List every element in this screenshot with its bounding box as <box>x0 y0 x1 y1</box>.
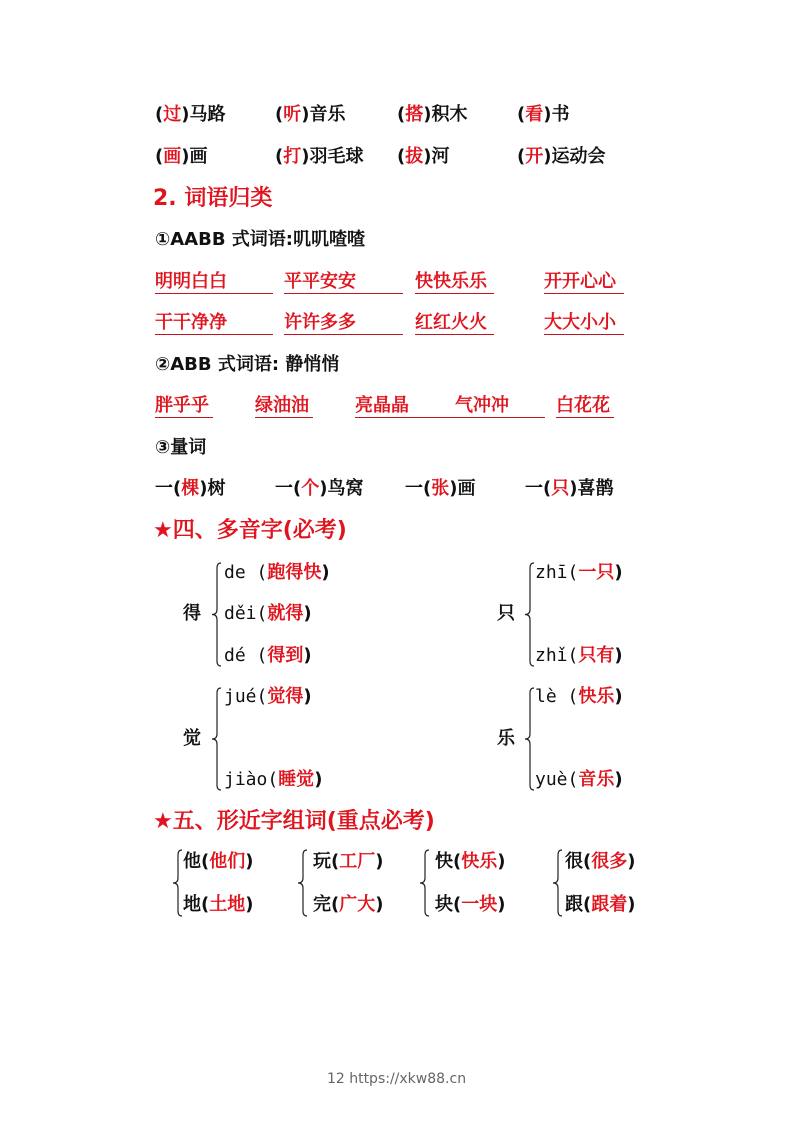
abb-word: 胖乎乎 <box>155 395 213 418</box>
similar-char-item <box>313 894 383 916</box>
pinyin: jiào( <box>224 769 279 790</box>
example-word: 得到 <box>267 645 304 666</box>
pinyin-reading <box>224 645 312 667</box>
verb-phrase-prefix: ( <box>155 146 164 167</box>
close-paren: ) <box>614 645 623 666</box>
close-paren: ) <box>245 894 254 915</box>
aabb-word: 干干净净 <box>155 312 273 335</box>
similar-char-item <box>313 851 383 873</box>
aabb-word: 大大小小 <box>544 312 624 335</box>
example-word: 快乐 <box>578 686 615 707</box>
pinyin: děi( <box>224 603 268 624</box>
open-paren: ( <box>583 851 592 872</box>
measure-label: ③量词 <box>155 437 207 458</box>
verb-phrase-answer: 画 <box>163 146 182 167</box>
verb-phrase <box>397 104 467 126</box>
close-paren: ) <box>614 769 623 790</box>
pinyin: lè ( <box>535 686 579 707</box>
verb-phrase <box>275 146 363 168</box>
brace-icon <box>211 563 223 666</box>
similar-char-item <box>565 894 635 916</box>
measure-phrase <box>155 478 225 500</box>
close-paren: ) <box>245 851 254 872</box>
similar-char: 玩 <box>313 851 331 872</box>
example-word: 他们 <box>209 851 246 872</box>
example-word: 音乐 <box>578 769 615 790</box>
example-word: 跟着 <box>591 894 628 915</box>
brace-icon <box>297 850 309 916</box>
verb-phrase-answer: 打 <box>283 146 302 167</box>
brace-icon <box>211 688 223 790</box>
measure-phrase-suffix: )喜鹊 <box>569 478 614 499</box>
similar-char: 块 <box>435 894 453 915</box>
open-paren: ( <box>583 894 592 915</box>
section2-title: 2. 词语归类 <box>153 186 273 211</box>
close-paren: ) <box>627 851 636 872</box>
close-paren: ) <box>303 686 312 707</box>
example-word: 一块 <box>461 894 498 915</box>
verb-phrase-suffix: )运动会 <box>543 146 606 167</box>
verb-phrase <box>155 104 225 126</box>
brace-icon <box>552 850 564 916</box>
pinyin: jué( <box>224 686 268 707</box>
open-paren: ( <box>331 894 340 915</box>
pinyin: zhī( <box>535 562 579 583</box>
pinyin: zhǐ( <box>535 645 579 666</box>
verb-phrase-answer: 搭 <box>405 104 424 125</box>
pinyin-reading <box>535 686 623 708</box>
measure-phrase-suffix: )鸟窝 <box>319 478 364 499</box>
close-paren: ) <box>375 894 384 915</box>
measure-phrase-prefix: 一( <box>155 478 182 499</box>
close-paren: ) <box>497 894 506 915</box>
similar-char-item <box>183 851 253 873</box>
measure-phrase <box>405 478 475 500</box>
similar-char: 跟 <box>565 894 583 915</box>
open-paren: ( <box>201 894 210 915</box>
open-paren: ( <box>453 851 462 872</box>
verb-phrase-answer: 开 <box>525 146 544 167</box>
measure-phrase-answer: 只 <box>551 478 570 499</box>
close-paren: ) <box>497 851 506 872</box>
verb-phrase-prefix: ( <box>155 104 164 125</box>
section4-title: ★四、多音字(必考) <box>153 518 347 543</box>
pinyin: de ( <box>224 562 268 583</box>
verb-phrase-prefix: ( <box>397 104 406 125</box>
aabb-word: 开开心心 <box>544 271 624 294</box>
verb-phrase-suffix: )书 <box>543 104 570 125</box>
pinyin-reading <box>535 562 623 584</box>
verb-phrase-prefix: ( <box>275 104 284 125</box>
verb-phrase-answer: 拔 <box>405 146 424 167</box>
example-word: 快乐 <box>461 851 498 872</box>
aabb-word: 红红火火 <box>415 312 494 335</box>
verb-phrase <box>397 146 449 168</box>
close-paren: ) <box>375 851 384 872</box>
measure-phrase-answer: 张 <box>431 478 450 499</box>
verb-phrase-prefix: ( <box>517 104 526 125</box>
measure-phrase-prefix: 一( <box>525 478 552 499</box>
example-word: 广大 <box>339 894 376 915</box>
similar-char: 完 <box>313 894 331 915</box>
abb-word: 亮晶晶 <box>355 395 545 418</box>
example-word: 工厂 <box>339 851 376 872</box>
close-paren: ) <box>303 603 312 624</box>
abb-word: 气冲冲 <box>455 395 509 416</box>
example-word: 跑得快 <box>267 562 322 583</box>
aabb-word: 快快乐乐 <box>415 271 494 294</box>
pinyin-reading <box>224 769 322 791</box>
brace-icon <box>419 850 431 916</box>
verb-phrase <box>275 104 345 126</box>
polyphone-char: 觉 <box>183 728 201 749</box>
open-paren: ( <box>331 851 340 872</box>
aabb-word: 明明白白 <box>155 271 273 294</box>
polyphone-char: 得 <box>183 603 201 624</box>
aabb-word: 平平安安 <box>284 271 403 294</box>
pinyin-reading <box>535 769 623 791</box>
pinyin: yuè( <box>535 769 579 790</box>
abb-word: 白花花 <box>556 395 614 418</box>
similar-char-item <box>183 894 253 916</box>
verb-phrase-suffix: )画 <box>181 146 208 167</box>
similar-char-item <box>435 894 505 916</box>
open-paren: ( <box>453 894 462 915</box>
verb-phrase-suffix: )音乐 <box>301 104 346 125</box>
verb-phrase <box>517 104 569 126</box>
verb-phrase <box>517 146 605 168</box>
close-paren: ) <box>321 562 330 583</box>
verb-phrase-answer: 听 <box>283 104 302 125</box>
example-word: 只有 <box>578 645 615 666</box>
example-word: 土地 <box>209 894 246 915</box>
similar-char-item <box>435 851 505 873</box>
similar-char: 快 <box>435 851 453 872</box>
pinyin-reading <box>224 603 312 625</box>
similar-char: 他 <box>183 851 201 872</box>
section5-title: ★五、形近字组词(重点必考) <box>153 809 435 834</box>
example-word: 睡觉 <box>278 769 315 790</box>
measure-phrase-answer: 棵 <box>181 478 200 499</box>
close-paren: ) <box>627 894 636 915</box>
verb-phrase-prefix: ( <box>275 146 284 167</box>
pinyin-reading <box>535 645 623 667</box>
verb-phrase-suffix: )河 <box>423 146 450 167</box>
abb-word: 绿油油 <box>255 395 313 418</box>
measure-phrase-answer: 个 <box>301 478 320 499</box>
verb-phrase-answer: 过 <box>163 104 182 125</box>
example-word: 觉得 <box>267 686 304 707</box>
aabb-word: 许许多多 <box>284 312 403 335</box>
verb-phrase-suffix: )积木 <box>423 104 468 125</box>
open-paren: ( <box>201 851 210 872</box>
close-paren: ) <box>314 769 323 790</box>
verb-phrase-prefix: ( <box>397 146 406 167</box>
similar-char: 地 <box>183 894 201 915</box>
measure-phrase-suffix: )画 <box>449 478 476 499</box>
measure-phrase <box>275 478 363 500</box>
similar-char: 很 <box>565 851 583 872</box>
example-word: 很多 <box>591 851 628 872</box>
pinyin: dé ( <box>224 645 268 666</box>
measure-phrase-suffix: )树 <box>199 478 226 499</box>
verb-phrase-suffix: )马路 <box>181 104 226 125</box>
aabb-label: ①AABB 式词语:叽叽喳喳 <box>155 229 366 250</box>
example-word: 就得 <box>267 603 304 624</box>
close-paren: ) <box>303 645 312 666</box>
pinyin-reading <box>224 686 312 708</box>
verb-phrase-suffix: )羽毛球 <box>301 146 364 167</box>
measure-phrase-prefix: 一( <box>405 478 432 499</box>
measure-phrase <box>525 478 613 500</box>
close-paren: ) <box>614 562 623 583</box>
pinyin-reading <box>224 562 330 584</box>
close-paren: ) <box>614 686 623 707</box>
verb-phrase-answer: 看 <box>525 104 544 125</box>
verb-phrase-prefix: ( <box>517 146 526 167</box>
abb-label: ②ABB 式词语: 静悄悄 <box>155 354 340 375</box>
example-word: 一只 <box>578 562 615 583</box>
page-footer: 12 https://xkw88.cn <box>326 1071 467 1087</box>
measure-phrase-prefix: 一( <box>275 478 302 499</box>
polyphone-char: 乐 <box>497 728 515 749</box>
verb-phrase <box>155 146 207 168</box>
polyphone-char: 只 <box>497 603 515 624</box>
similar-char-item <box>565 851 635 873</box>
